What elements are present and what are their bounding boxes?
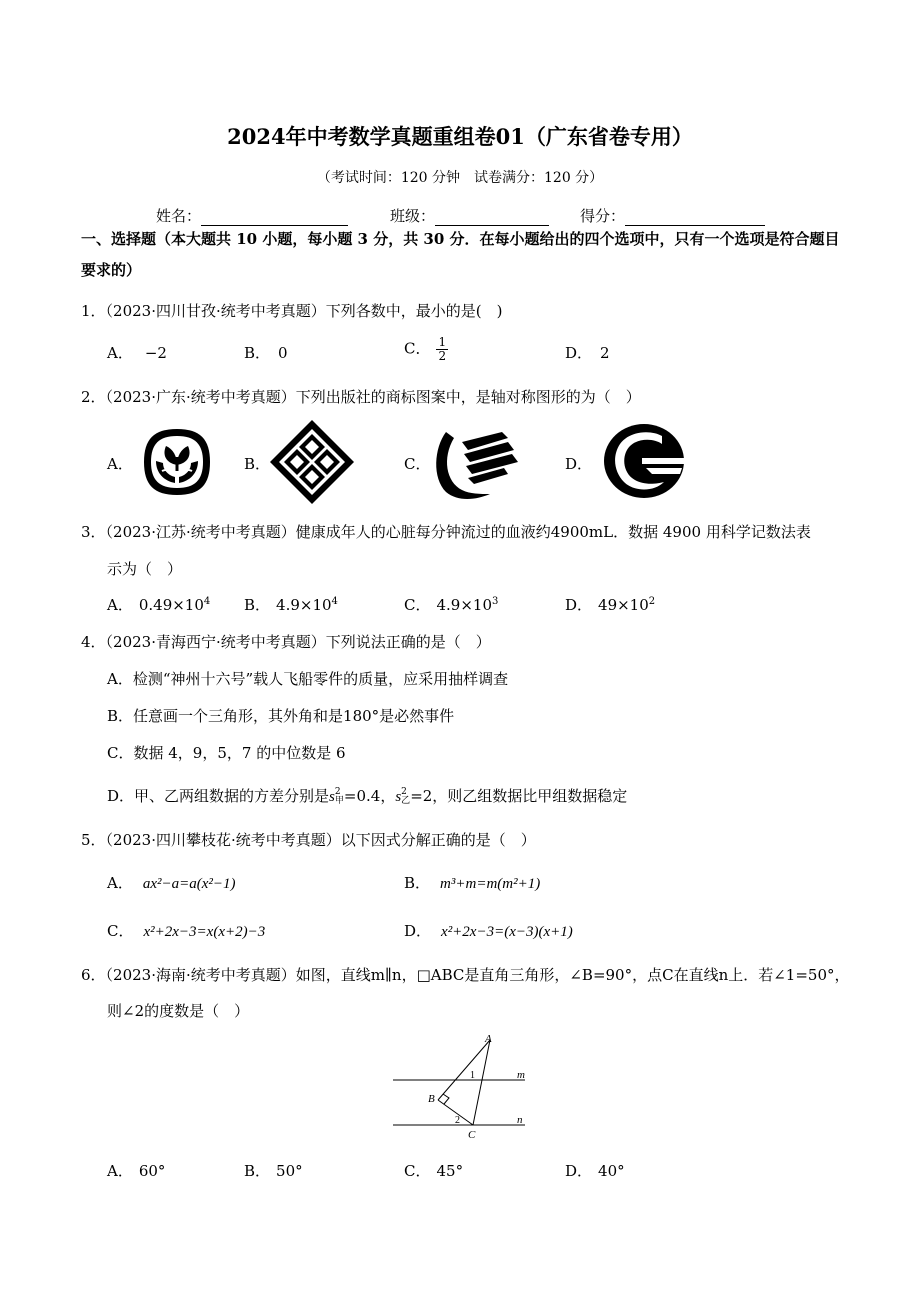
q2-option-d[interactable]: D． <box>565 455 593 473</box>
label-a: A <box>485 1033 492 1045</box>
q2-option-c[interactable]: C． <box>404 455 431 473</box>
q6-option-d[interactable]: D． 40° <box>565 1162 625 1180</box>
exam-subtitle: （考试时间：120 分钟 试卷满分：120 分） <box>316 170 604 186</box>
q6-geometry-figure <box>390 1030 530 1145</box>
q5-stem: 5．（2023·四川攀枝花·统考中考真题）以下因式分解正确的是（ ） <box>81 831 536 849</box>
name-label: 姓名： <box>156 207 202 225</box>
q5-option-b[interactable]: B． m³+m=m(m²+1) <box>404 874 541 892</box>
q3-option-c[interactable]: C． $4.9\times 10^3$ <box>404 596 499 614</box>
q3-option-a[interactable]: A． $0.49\times 10^4$ <box>107 596 211 614</box>
label-angle-2: 2 <box>455 1115 460 1126</box>
q3-option-b[interactable]: B． $4.9\times 10^4$ <box>244 596 338 614</box>
label-angle-1: 1 <box>470 1070 475 1081</box>
segment-ac <box>473 1040 490 1125</box>
q4-option-d[interactable]: D．甲、乙两组数据的方差分别是s 2 甲 =0.4，s 2 乙 =2，则乙组数据比甲组数据稳定 <box>107 787 628 806</box>
q3-option-d[interactable]: D． $49\times 10^2$ <box>565 596 656 614</box>
fraction-one-half: $\frac{1}{2}$ <box>438 335 447 363</box>
q4-option-b[interactable]: B．任意画一个三角形，其外角和是180°是必然事件 <box>107 707 455 725</box>
page-title: 2024年中考数学真题重组卷01（广东省卷专用） <box>227 124 693 149</box>
q6-stem-cont: 则∠2的度数是（ ） <box>107 1002 250 1020</box>
q1-stem: 1．（2023·四川甘孜·统考中考真题）下列各数中，最小的是( ) <box>81 302 503 320</box>
q6-option-c[interactable]: C． 45° <box>404 1162 464 1180</box>
q1-option-d[interactable]: D． 2 <box>565 344 610 362</box>
q3-stem: 3．（2023·江苏·统考中考真题）健康成年人的心脏每分钟流过的血液约4900mL．数据 4900 用科学记数法表 <box>81 523 811 541</box>
logo-d-g-circle-icon <box>602 422 686 500</box>
q1-option-a[interactable]: A． −2 <box>107 344 167 362</box>
segment-ab <box>438 1040 490 1100</box>
q5-option-c[interactable]: C． x²+2x−3=x(x+2)−3 <box>107 922 266 940</box>
q2-option-a[interactable]: A． <box>107 455 133 473</box>
q3-stem-cont: 示为（ ） <box>107 560 183 578</box>
q5-option-d[interactable]: D． x²+2x−3=(x−3)(x+1) <box>404 922 573 940</box>
label-c: C <box>468 1129 476 1141</box>
section-heading: 一、选择题（本大题共 10 小题，每小题 3 分，共 30 分．在每小题给出的四个选项中，只有一个选项是符合题目要求的） <box>81 230 840 279</box>
logo-a-hands-sprout-icon <box>142 427 212 497</box>
logo-b-diamond-icon <box>268 418 356 506</box>
label-n: n <box>517 1114 523 1126</box>
q6-stem: 6．（2023·海南·统考中考真题）如图，直线m∥n，□ABC是直角三角形，∠B=90°，点C在直线n上．若∠1=50°， <box>81 966 850 984</box>
q4-option-a[interactable]: A．检测“神州十六号”载人飞船零件的质量，应采用抽样调查 <box>107 670 509 688</box>
name-field[interactable] <box>156 205 348 226</box>
logo-c-book-icon <box>432 428 522 504</box>
q4-option-c[interactable]: C．数据 4，9，5，7 的中位数是 6 <box>107 744 346 762</box>
q1-option-b[interactable]: B． 0 <box>244 344 288 362</box>
class-label: 班级： <box>390 207 436 225</box>
q4-stem: 4．（2023·青海西宁·统考中考真题）下列说法正确的是（ ） <box>81 633 491 651</box>
label-b: B <box>428 1093 435 1105</box>
score-field[interactable] <box>580 205 765 226</box>
label-m: m <box>517 1069 525 1081</box>
q1-option-c[interactable]: C． $\frac{1}{2}$ <box>404 335 447 363</box>
q5-option-a[interactable]: A． ax²−a=a(x²−1) <box>107 874 236 892</box>
q6-option-b[interactable]: B． 50° <box>244 1162 303 1180</box>
score-label: 得分： <box>580 207 626 225</box>
q2-option-b[interactable]: B． <box>244 455 271 473</box>
q2-stem: 2．（2023·广东·统考中考真题）下列出版社的商标图案中，是轴对称图形的为（ ） <box>81 388 641 406</box>
class-field[interactable] <box>390 205 549 226</box>
q6-option-a[interactable]: A． 60° <box>107 1162 166 1180</box>
right-angle-mark <box>443 1094 449 1104</box>
